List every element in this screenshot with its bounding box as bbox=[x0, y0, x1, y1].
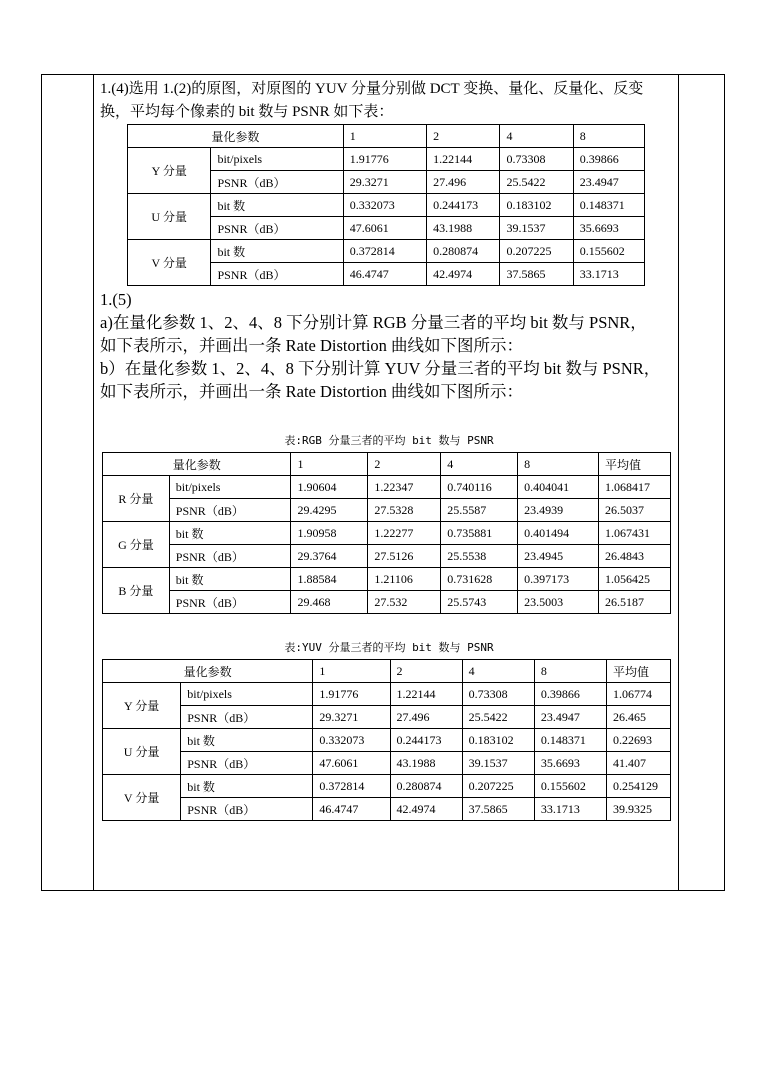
value-cell: 1.06774 bbox=[606, 683, 670, 706]
value-cell: 42.4974 bbox=[390, 798, 462, 821]
value-cell: 35.6693 bbox=[573, 217, 644, 240]
value-cell: 41.407 bbox=[606, 752, 670, 775]
table-row bbox=[128, 240, 645, 263]
section14-line1: 1.(4)选用 1.(2)的原图，对原图的 YUV 分量分别做 DCT 变换、量化、反量化、反变 bbox=[100, 81, 644, 97]
value-cell: 0.39866 bbox=[573, 148, 644, 171]
table-header-row bbox=[103, 453, 671, 476]
header-cell: 8 bbox=[518, 453, 599, 476]
value-cell: 0.183102 bbox=[500, 194, 573, 217]
value-cell: 1.91776 bbox=[343, 148, 426, 171]
value-cell: 0.207225 bbox=[500, 240, 573, 263]
value-cell: 0.332073 bbox=[343, 194, 426, 217]
value-cell: 1.22277 bbox=[368, 522, 441, 545]
value-cell: 1.22347 bbox=[368, 476, 441, 499]
value-cell: 0.244173 bbox=[427, 194, 500, 217]
metric-label: bit/pixels bbox=[181, 683, 313, 706]
metric-label: bit 数 bbox=[211, 240, 343, 263]
value-cell: 1.068417 bbox=[599, 476, 671, 499]
header-cell: 1 bbox=[291, 453, 368, 476]
value-cell: 0.73308 bbox=[462, 683, 534, 706]
section15-heading: 1.(5) bbox=[100, 290, 132, 309]
table-row bbox=[103, 752, 671, 775]
value-cell: 35.6693 bbox=[534, 752, 606, 775]
table-row bbox=[103, 568, 671, 591]
value-cell: 29.3764 bbox=[291, 545, 368, 568]
value-cell: 26.5187 bbox=[599, 591, 671, 614]
value-cell: 47.6061 bbox=[313, 752, 390, 775]
header-cell: 1 bbox=[343, 125, 426, 148]
header-param-label: 量化参数 bbox=[103, 453, 291, 476]
metric-label: PSNR（dB） bbox=[211, 171, 343, 194]
header-cell: 平均值 bbox=[599, 453, 671, 476]
value-cell: 0.332073 bbox=[313, 729, 390, 752]
value-cell: 29.3271 bbox=[313, 706, 390, 729]
header-cell: 2 bbox=[390, 660, 462, 683]
rgb-table-caption: 表:RGB 分量三者的平均 bit 数与 PSNR bbox=[284, 434, 494, 447]
table-row bbox=[128, 194, 645, 217]
metric-label: PSNR（dB） bbox=[211, 263, 343, 286]
value-cell: 0.254129 bbox=[606, 775, 670, 798]
value-cell: 0.155602 bbox=[534, 775, 606, 798]
value-cell: 0.372814 bbox=[313, 775, 390, 798]
value-cell: 1.22144 bbox=[427, 148, 500, 171]
value-cell: 1.067431 bbox=[599, 522, 671, 545]
value-cell: 39.1537 bbox=[462, 752, 534, 775]
metric-label: bit/pixels bbox=[169, 476, 291, 499]
metric-label: PSNR（dB） bbox=[169, 545, 291, 568]
table-row bbox=[103, 798, 671, 821]
section15-b-line1: b）在量化参数 1、2、4、8 下分别计算 YUV 分量三者的平均 bit 数与 PSNR， bbox=[100, 359, 661, 378]
metric-label: PSNR（dB） bbox=[169, 591, 291, 614]
value-cell: 23.4945 bbox=[518, 545, 599, 568]
section15-a-line2: 如下表所示，并画出一条 Rate Distortion 曲线如下图所示： bbox=[100, 336, 524, 355]
report-content bbox=[100, 78, 678, 821]
yuv-average-table bbox=[102, 659, 671, 821]
table-header-row bbox=[128, 125, 645, 148]
component-label: U 分量 bbox=[128, 194, 211, 240]
value-cell: 26.4843 bbox=[599, 545, 671, 568]
value-cell: 27.5328 bbox=[368, 499, 441, 522]
value-cell: 0.372814 bbox=[343, 240, 426, 263]
value-cell: 1.22144 bbox=[390, 683, 462, 706]
value-cell: 33.1713 bbox=[534, 798, 606, 821]
value-cell: 0.22693 bbox=[606, 729, 670, 752]
header-cell: 2 bbox=[368, 453, 441, 476]
component-label: R 分量 bbox=[103, 476, 170, 522]
component-label: G 分量 bbox=[103, 522, 170, 568]
rgb-average-table bbox=[102, 452, 671, 614]
metric-label: PSNR（dB） bbox=[169, 499, 291, 522]
header-cell: 8 bbox=[573, 125, 644, 148]
value-cell: 46.4747 bbox=[313, 798, 390, 821]
value-cell: 43.1988 bbox=[390, 752, 462, 775]
header-param-label: 量化参数 bbox=[103, 660, 313, 683]
table-row bbox=[103, 683, 671, 706]
metric-label: bit 数 bbox=[169, 568, 291, 591]
header-cell: 4 bbox=[500, 125, 573, 148]
value-cell: 0.155602 bbox=[573, 240, 644, 263]
yuv-dct-table bbox=[127, 124, 645, 286]
value-cell: 1.91776 bbox=[313, 683, 390, 706]
value-cell: 43.1988 bbox=[427, 217, 500, 240]
value-cell: 0.73308 bbox=[500, 148, 573, 171]
metric-label: PSNR（dB） bbox=[181, 752, 313, 775]
table-row bbox=[103, 706, 671, 729]
value-cell: 25.5743 bbox=[441, 591, 518, 614]
metric-label: bit 数 bbox=[181, 775, 313, 798]
metric-label: PSNR（dB） bbox=[181, 798, 313, 821]
value-cell: 0.280874 bbox=[427, 240, 500, 263]
value-cell: 37.5865 bbox=[462, 798, 534, 821]
table-row bbox=[128, 148, 645, 171]
component-label: B 分量 bbox=[103, 568, 170, 614]
value-cell: 26.5037 bbox=[599, 499, 671, 522]
component-label: Y 分量 bbox=[128, 148, 211, 194]
value-cell: 29.3271 bbox=[343, 171, 426, 194]
value-cell: 1.90958 bbox=[291, 522, 368, 545]
table-row bbox=[103, 476, 671, 499]
value-cell: 23.4939 bbox=[518, 499, 599, 522]
value-cell: 47.6061 bbox=[343, 217, 426, 240]
section14-line2: 换，平均每个像素的 bit 数与 PSNR 如下表： bbox=[100, 104, 394, 120]
value-cell: 25.5538 bbox=[441, 545, 518, 568]
component-label: V 分量 bbox=[103, 775, 181, 821]
value-cell: 1.056425 bbox=[599, 568, 671, 591]
table-row bbox=[103, 545, 671, 568]
value-cell: 0.39866 bbox=[534, 683, 606, 706]
header-cell: 4 bbox=[462, 660, 534, 683]
value-cell: 1.90604 bbox=[291, 476, 368, 499]
value-cell: 42.4974 bbox=[427, 263, 500, 286]
value-cell: 0.735881 bbox=[441, 522, 518, 545]
value-cell: 1.88584 bbox=[291, 568, 368, 591]
value-cell: 27.496 bbox=[390, 706, 462, 729]
header-cell: 1 bbox=[313, 660, 390, 683]
metric-label: PSNR（dB） bbox=[211, 217, 343, 240]
value-cell: 23.4947 bbox=[534, 706, 606, 729]
value-cell: 0.207225 bbox=[462, 775, 534, 798]
header-param-label: 量化参数 bbox=[128, 125, 344, 148]
metric-label: bit 数 bbox=[181, 729, 313, 752]
yuv-table-caption: 表:YUV 分量三者的平均 bit 数与 PSNR bbox=[284, 641, 494, 654]
table-row bbox=[103, 499, 671, 522]
table-row bbox=[103, 775, 671, 798]
value-cell: 27.532 bbox=[368, 591, 441, 614]
table-row bbox=[103, 591, 671, 614]
value-cell: 26.465 bbox=[606, 706, 670, 729]
value-cell: 27.5126 bbox=[368, 545, 441, 568]
value-cell: 0.404041 bbox=[518, 476, 599, 499]
value-cell: 39.1537 bbox=[500, 217, 573, 240]
value-cell: 0.280874 bbox=[390, 775, 462, 798]
value-cell: 0.148371 bbox=[573, 194, 644, 217]
value-cell: 29.468 bbox=[291, 591, 368, 614]
component-label: V 分量 bbox=[128, 240, 211, 286]
value-cell: 37.5865 bbox=[500, 263, 573, 286]
metric-label: bit 数 bbox=[211, 194, 343, 217]
table-row bbox=[103, 729, 671, 752]
section15-b-line2: 如下表所示，并画出一条 Rate Distortion 曲线如下图所示： bbox=[100, 382, 524, 401]
component-label: Y 分量 bbox=[103, 683, 181, 729]
value-cell: 0.148371 bbox=[534, 729, 606, 752]
table-row bbox=[103, 522, 671, 545]
value-cell: 0.731628 bbox=[441, 568, 518, 591]
value-cell: 0.244173 bbox=[390, 729, 462, 752]
header-cell: 平均值 bbox=[606, 660, 670, 683]
value-cell: 25.5422 bbox=[500, 171, 573, 194]
metric-label: bit/pixels bbox=[211, 148, 343, 171]
value-cell: 39.9325 bbox=[606, 798, 670, 821]
left-column-divider bbox=[93, 74, 94, 891]
header-cell: 2 bbox=[427, 125, 500, 148]
metric-label: bit 数 bbox=[169, 522, 291, 545]
value-cell: 1.21106 bbox=[368, 568, 441, 591]
component-label: U 分量 bbox=[103, 729, 181, 775]
metric-label: PSNR（dB） bbox=[181, 706, 313, 729]
value-cell: 29.4295 bbox=[291, 499, 368, 522]
section15-a-line1: a)在量化参数 1、2、4、8 下分别计算 RGB 分量三者的平均 bit 数与 PSNR， bbox=[100, 313, 647, 332]
value-cell: 0.397173 bbox=[518, 568, 599, 591]
header-cell: 8 bbox=[534, 660, 606, 683]
right-column-divider bbox=[678, 74, 679, 891]
value-cell: 0.740116 bbox=[441, 476, 518, 499]
value-cell: 33.1713 bbox=[573, 263, 644, 286]
value-cell: 25.5587 bbox=[441, 499, 518, 522]
value-cell: 23.5003 bbox=[518, 591, 599, 614]
value-cell: 0.401494 bbox=[518, 522, 599, 545]
value-cell: 23.4947 bbox=[573, 171, 644, 194]
table-header-row bbox=[103, 660, 671, 683]
value-cell: 46.4747 bbox=[343, 263, 426, 286]
header-cell: 4 bbox=[441, 453, 518, 476]
value-cell: 25.5422 bbox=[462, 706, 534, 729]
value-cell: 0.183102 bbox=[462, 729, 534, 752]
value-cell: 27.496 bbox=[427, 171, 500, 194]
